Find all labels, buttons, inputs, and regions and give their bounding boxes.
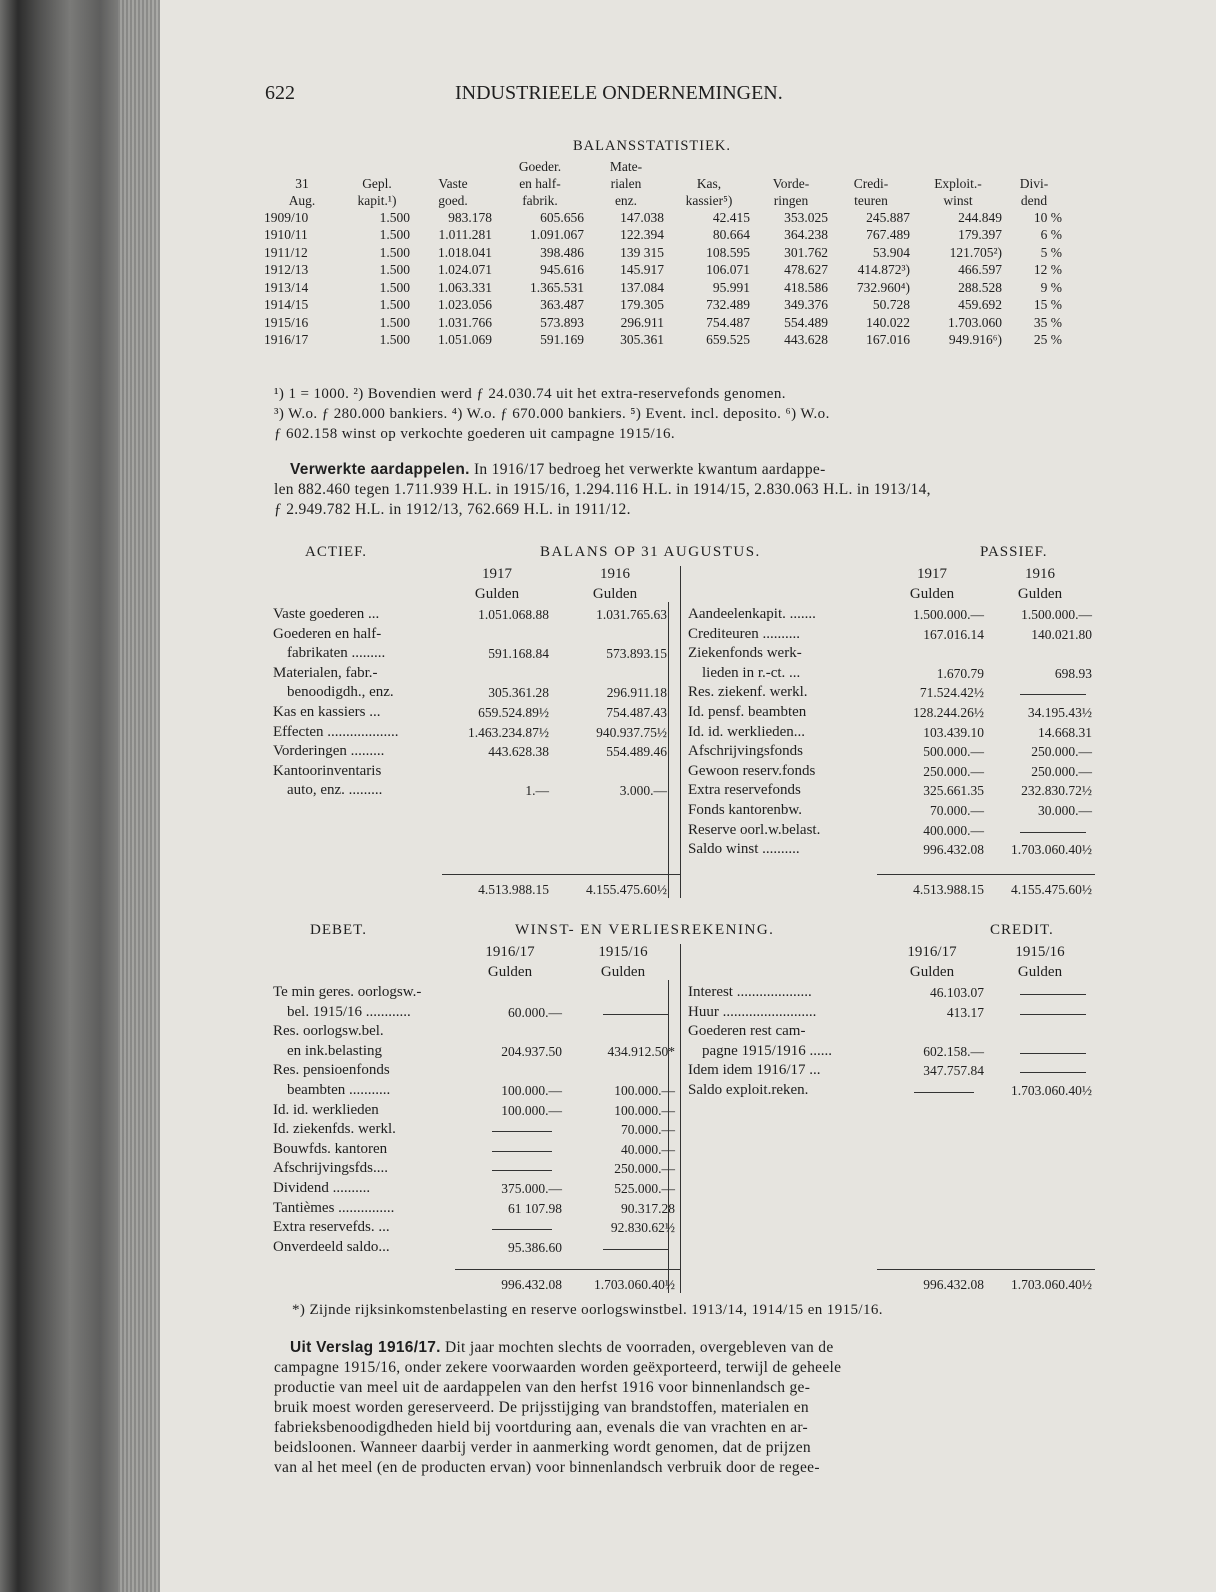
stats-footnote: ƒ 602.158 winst op verkochte goederen uit campagne 1915/16. — [274, 426, 676, 442]
entry-label: Kas en kassiers ... — [273, 704, 381, 720]
column-header-line: 31 — [295, 176, 309, 191]
table-cell: 591.169 — [540, 332, 584, 348]
amount: 40.000.— — [621, 1141, 675, 1157]
table-cell: 305.361 — [620, 332, 664, 348]
entry-label: Id. id. werklieden — [273, 1101, 379, 1118]
verslag-line: Dit jaar mochten slechts de voorraden, overgebleven van de — [444, 1339, 834, 1356]
amount: 375.000.— — [501, 1181, 562, 1196]
entry-label: Onverdeeld saldo... — [273, 1238, 390, 1255]
table-cell: 95.991 — [712, 279, 750, 295]
amount: 90.317.28 — [621, 1200, 675, 1216]
entry-label: Extra reservefds. ... — [273, 1219, 390, 1236]
amount: 71.524.42½ — [919, 685, 984, 701]
table-cell: 466.597 — [958, 262, 1002, 278]
table-cell: 949.916⁶) — [948, 332, 1002, 348]
column-header — [342, 158, 412, 209]
amount: 250.000.— — [1031, 763, 1092, 779]
entry-label: Goederen en half- — [273, 625, 382, 642]
book-spine — [0, 0, 160, 1592]
table-cell: 1.500 — [379, 227, 410, 243]
entry-label: Saldo winst .......... — [688, 841, 800, 858]
amount: 250.000.— — [614, 1161, 675, 1177]
entry-label: Res. oorlogsw.bel. — [273, 1023, 384, 1040]
verslag-heading: Uit Verslag 1916/17. — [290, 1339, 441, 1356]
total-amount: 1.703.060.40½ — [1011, 1277, 1092, 1292]
table-cell: 139 315 — [620, 244, 664, 260]
total-rule — [455, 1269, 680, 1270]
table-cell: 363.487 — [540, 297, 584, 313]
table-cell: 50.728 — [872, 297, 910, 313]
table-row — [262, 332, 1064, 350]
table-row — [262, 279, 1064, 297]
table-cell: 945.616 — [540, 262, 584, 278]
entry-label: Tantièmes ............... — [273, 1199, 395, 1216]
table-row — [262, 209, 1064, 227]
row-year: 1915/16 — [264, 314, 309, 330]
column-header: Gulden — [474, 586, 520, 602]
table-cell: 140.022 — [866, 314, 910, 330]
entry-label: Afschrijvingsfonds — [688, 743, 803, 760]
column-divider — [680, 566, 681, 898]
table-cell: 1.500 — [379, 262, 410, 278]
column-header-line: Credi- — [853, 176, 889, 191]
amount: 34.195.43½ — [1027, 705, 1092, 720]
table-cell: 1.091.067 — [530, 227, 584, 243]
amount: 500.000.— — [923, 744, 984, 760]
stats-footnote: ³) W.o. ƒ 280.000 bankiers. ⁴) W.o. ƒ 670.000 bankiers. ⁵) Event. incl. deposito. ⁶) W.o. — [274, 406, 830, 422]
entry-label: Crediteuren .......... — [688, 625, 801, 642]
column-header: Gulden — [1017, 586, 1063, 602]
entry-label: Gewoon reserv.fonds — [688, 762, 816, 779]
amount: 100.000.— — [501, 1083, 562, 1098]
amount: 996.432.08 — [923, 842, 984, 858]
right-title: CREDIT. — [990, 922, 1054, 938]
table-cell: 1.500 — [379, 244, 410, 260]
table-cell: 1.063.331 — [438, 279, 492, 295]
table-cell: 443.628 — [784, 332, 828, 348]
table-cell: 1.500 — [379, 332, 410, 348]
row-year: 1911/12 — [264, 244, 308, 260]
amount: 167.016.14 — [923, 626, 984, 642]
table-cell: 296.911 — [620, 314, 664, 330]
right-title: PASSIEF. — [980, 544, 1048, 560]
table-cell: 732.960⁴) — [856, 279, 910, 295]
amount: 1.051.068.88 — [478, 607, 549, 622]
column-divider — [668, 602, 669, 898]
amount: 1.703.060.40½ — [1011, 842, 1092, 858]
table-cell: 573.893 — [540, 314, 584, 330]
center-title: WINST- EN VERLIESREKENING. — [515, 922, 775, 938]
column-header: Gulden — [909, 964, 955, 980]
empty-dash — [492, 1170, 552, 1171]
entry-label: Res. pensioenfonds — [273, 1062, 390, 1079]
amount: 103.439.10 — [923, 724, 984, 740]
empty-dash — [603, 1249, 669, 1250]
winst-footnote: *) Zijnde rijksinkomstenbelasting en reserve oorlogswinstbel. 1913/14, 1914/15 en 1915/16. — [292, 1302, 883, 1318]
column-header-line: Aug. — [288, 193, 316, 208]
row-year: 1914/15 — [264, 297, 309, 313]
column-divider — [668, 980, 669, 1293]
column-header: 1916 — [600, 566, 630, 582]
page-number: 622 — [265, 82, 295, 104]
amount: 1.500.000.— — [913, 607, 984, 622]
column-header — [494, 158, 586, 209]
table-cell: 42.415 — [712, 209, 750, 225]
entry-label: beambten ........... — [287, 1082, 391, 1098]
amount: 1.703.060.40½ — [1011, 1083, 1092, 1098]
amount: 95.386.60 — [508, 1239, 562, 1255]
amount: 305.361.28 — [488, 685, 549, 701]
entry-label: en ink.belasting — [287, 1042, 382, 1059]
entry-label: Materialen, fabr.- — [273, 664, 378, 681]
empty-dash — [492, 1229, 552, 1230]
total-rule — [877, 874, 1095, 875]
verwerkte-paragraph — [290, 460, 826, 480]
entry-label: lieden in r.-ct. ... — [702, 664, 801, 681]
column-header-line: enz. — [614, 193, 638, 208]
column-header: Gulden — [1017, 964, 1063, 980]
total-amount: 4.155.475.60½ — [1011, 882, 1092, 897]
table-cell: 459.692 — [958, 297, 1002, 313]
verwerkte-heading: Verwerkte aardappelen. — [290, 461, 470, 478]
entry-label: Dividend .......... — [273, 1180, 371, 1196]
table-cell: 121.705²) — [949, 244, 1002, 260]
column-header-line: en half- — [519, 176, 561, 191]
column-header-line: Kas, — [696, 176, 722, 191]
entry-label: bel. 1915/16 ............ — [287, 1003, 411, 1020]
table-cell: 1.500 — [379, 279, 410, 295]
empty-dash — [603, 1014, 669, 1015]
amount: 602.158.— — [923, 1043, 984, 1059]
entry-label: Aandeelenkapit. ....... — [688, 606, 816, 622]
table-cell: 9 % — [1040, 279, 1062, 295]
amount: 70.000.— — [621, 1122, 675, 1138]
entry-label: Res. ziekenf. werkl. — [688, 684, 808, 701]
entry-label: Fonds kantorenbw. — [688, 802, 803, 818]
table-cell: 767.489 — [866, 227, 910, 243]
entry-label: Kantoorinventaris — [273, 762, 382, 779]
table-cell: 983.178 — [448, 209, 492, 225]
table-cell: 659.525 — [706, 332, 750, 348]
entry-label: Vaste goederen ... — [273, 606, 380, 622]
amount: 659.524.89½ — [478, 705, 549, 720]
table-cell: 122.394 — [620, 227, 664, 243]
amount: 573.893.15 — [606, 646, 667, 662]
column-header — [830, 158, 912, 209]
amount: 70.000.— — [930, 803, 984, 818]
amount: 1.500.000.— — [1021, 607, 1092, 622]
amount: 443.628.38 — [488, 744, 549, 760]
entry-label: Id. ziekenfds. werkl. — [273, 1121, 396, 1138]
table-cell: 414.872³) — [857, 262, 910, 278]
table-cell: 288.528 — [958, 279, 1002, 295]
column-header: 1916 — [1025, 566, 1055, 582]
column-header — [912, 158, 1004, 209]
table-row — [262, 297, 1064, 315]
amount: 100.000.— — [614, 1083, 675, 1098]
amount: 698.93 — [1054, 665, 1092, 681]
amount: 591.168.84 — [488, 646, 549, 662]
stats-title: BALANSSTATISTIEK. — [573, 138, 732, 154]
amount: 325.661.35 — [923, 783, 984, 799]
table-cell: 179.397 — [958, 227, 1002, 243]
table-cell: 5 % — [1040, 244, 1062, 260]
table-cell: 137.084 — [620, 279, 664, 295]
column-header: 1915/16 — [1015, 944, 1065, 960]
table-cell: 353.025 — [784, 209, 828, 225]
empty-dash — [1020, 1053, 1086, 1054]
row-year: 1913/14 — [264, 279, 309, 295]
table-cell: 1.051.069 — [438, 332, 492, 348]
empty-dash — [1020, 1014, 1086, 1015]
column-header-line: Divi- — [1019, 176, 1049, 191]
table-cell: 35 % — [1033, 314, 1062, 330]
table-cell: 1.703.060 — [948, 314, 1002, 330]
column-header-line: dend — [1020, 193, 1048, 208]
table-cell: 53.904 — [872, 244, 910, 260]
amount: 100.000.— — [614, 1102, 675, 1118]
empty-dash — [914, 1092, 974, 1093]
entry-label: Saldo exploit.reken. — [688, 1082, 809, 1098]
entry-label: Vorderingen ......... — [273, 743, 385, 760]
column-header — [262, 158, 342, 209]
empty-dash — [492, 1151, 552, 1152]
table-cell: 145.917 — [620, 262, 664, 278]
verslag-line: beidsloonen. Wanneer daarbij verder in aanmerking wordt genomen, dat de prijzen — [274, 1439, 811, 1456]
entry-label: Ziekenfonds werk- — [688, 645, 802, 662]
total-rule — [442, 874, 680, 875]
total-amount: 996.432.08 — [501, 1277, 562, 1292]
entry-label: Goederen rest cam- — [688, 1023, 806, 1040]
row-year: 1909/10 — [264, 209, 309, 225]
table-cell: 1.011.281 — [438, 227, 492, 243]
column-header: 1915/16 — [598, 944, 648, 960]
column-header: 1916/17 — [907, 944, 957, 960]
empty-dash — [1020, 1072, 1086, 1073]
column-header-line: winst — [943, 193, 973, 208]
amount: 754.487.43 — [606, 705, 667, 720]
amount: 1.463.234.87½ — [468, 724, 549, 740]
verwerkte-line: ƒ 2.949.782 H.L. in 1912/13, 762.669 H.L. in 1911/12. — [274, 501, 631, 518]
table-cell: 1.500 — [379, 297, 410, 313]
table-cell: 80.664 — [712, 227, 750, 243]
amount: 250.000.— — [923, 763, 984, 779]
table-cell: 1.024.071 — [438, 262, 492, 278]
total-rule — [877, 1269, 1095, 1270]
column-header-line: fabrik. — [522, 193, 558, 208]
verslag-line: bruik moest worden gereserveerd. De prijsstijging van brandstoffen, materialen en — [274, 1399, 809, 1416]
table-cell: 301.762 — [784, 244, 828, 260]
table-cell: 398.486 — [540, 244, 584, 260]
entry-label: Afschrijvingsfds.... — [273, 1160, 388, 1177]
column-header — [666, 158, 752, 209]
row-year: 1910/11 — [264, 227, 308, 243]
table-cell: 147.038 — [620, 209, 664, 225]
amount: 296.911.18 — [606, 685, 667, 701]
entry-label: Id. id. werklieden... — [688, 723, 806, 740]
table-cell: 1.500 — [379, 209, 410, 225]
amount: 60.000.— — [508, 1004, 562, 1020]
table-cell: 349.376 — [784, 297, 828, 313]
column-header-line: Vaste — [438, 176, 468, 191]
page-edges — [118, 0, 160, 1592]
table-row — [262, 262, 1064, 280]
total-amount: 4.513.988.15 — [913, 882, 984, 897]
amount: 100.000.— — [501, 1102, 562, 1118]
center-title: BALANS OP 31 AUGUSTUS. — [540, 544, 761, 560]
amount: 14.668.31 — [1038, 724, 1092, 740]
table-cell: 244.849 — [958, 209, 1002, 225]
entry-label: Te min geres. oorlogsw.- — [273, 984, 422, 1000]
amount: 250.000.— — [1031, 744, 1092, 760]
amount: 46.103.07 — [930, 985, 984, 1000]
balance-statistics-table — [262, 158, 1064, 349]
table-cell: 418.586 — [784, 279, 828, 295]
column-header: 1917 — [917, 566, 947, 582]
amount: 128.244.26½ — [913, 705, 984, 720]
column-divider — [680, 944, 681, 1293]
amount: 204.937.50 — [501, 1043, 562, 1059]
total-amount: 1.703.060.40½ — [594, 1277, 675, 1292]
amount: 92.830.62½ — [610, 1220, 675, 1236]
table-cell: 605.656 — [540, 209, 584, 225]
column-header: 1916/17 — [485, 944, 535, 960]
verslag-line: fabrieksbenoodigdheden hield bij voortduring aan, evenals die van vrachten en ar- — [274, 1419, 809, 1436]
column-header — [752, 158, 830, 209]
table-cell: 732.489 — [706, 297, 750, 313]
verslag-line: van al het meel (en de producten ervan) voor binnenlandsch verbruik door de regee- — [274, 1459, 820, 1476]
row-year: 1912/13 — [264, 262, 309, 278]
amount: 1.— — [525, 783, 549, 799]
table-cell: 1.018.041 — [438, 244, 492, 260]
entry-label: Interest .................... — [688, 984, 812, 1000]
amount: 232.830.72½ — [1021, 783, 1092, 799]
amount: 3.000.— — [619, 783, 667, 799]
table-cell: 245.887 — [866, 209, 910, 225]
table-row — [262, 244, 1064, 262]
entry-label: fabrikaten ......... — [287, 645, 386, 662]
column-header: 1917 — [482, 566, 512, 582]
column-header-line: kassier⁵) — [685, 193, 733, 208]
column-header — [412, 158, 494, 209]
column-header: Gulden — [600, 964, 646, 980]
total-amount: 4.155.475.60½ — [586, 882, 667, 897]
amount: 140.021.80 — [1031, 626, 1092, 642]
table-cell: 12 % — [1033, 262, 1062, 278]
entry-label: pagne 1915/1916 ...... — [702, 1042, 832, 1059]
amount: 30.000.— — [1038, 803, 1092, 818]
column-header-line: Goeder. — [518, 159, 562, 174]
column-header-line: Mate- — [609, 159, 643, 174]
column-header — [586, 158, 666, 209]
table-cell: 167.016 — [866, 332, 910, 348]
entry-label: Huur ......................... — [688, 1003, 817, 1020]
entry-label: Idem idem 1916/17 ... — [688, 1062, 821, 1079]
table-cell: 6 % — [1040, 227, 1062, 243]
amount: 940.937.75½ — [596, 724, 667, 740]
table-row — [262, 227, 1064, 245]
stats-footnote: ¹) 1 = 1000. ²) Bovendien werd ƒ 24.030.74 uit het extra-reservefonds genomen. — [274, 386, 786, 402]
empty-dash — [1020, 694, 1086, 695]
table-cell: 108.595 — [706, 244, 750, 260]
entry-label: auto, enz. ......... — [287, 782, 383, 799]
column-header-line: Vorde- — [772, 176, 810, 191]
total-amount: 996.432.08 — [923, 1277, 984, 1292]
column-header-line: Gepl. — [362, 176, 392, 191]
left-title: ACTIEF. — [305, 544, 368, 560]
amount: 61 107.98 — [508, 1200, 562, 1216]
table-cell: 1.023.056 — [438, 297, 492, 313]
entry-label: Extra reservefonds — [688, 782, 801, 799]
table-cell: 179.305 — [620, 297, 664, 313]
empty-dash — [492, 1131, 552, 1132]
entry-label: Reserve oorl.w.belast. — [688, 821, 821, 838]
table-cell: 106.071 — [706, 262, 750, 278]
table-cell: 1.365.531 — [530, 279, 584, 295]
table-cell: 25 % — [1033, 332, 1062, 348]
column-header-line: Exploit.- — [934, 176, 982, 191]
entry-label: Id. pensf. beambten — [688, 704, 807, 720]
amount: 525.000.— — [614, 1181, 675, 1196]
verslag-line: productie van meel uit de aardappelen van den herfst 1916 voor binnenlandsch ge- — [274, 1379, 811, 1396]
column-header-line: ringen — [773, 193, 809, 208]
amount: 347.757.84 — [923, 1063, 984, 1079]
entry-label: Effecten ................... — [273, 723, 399, 740]
empty-dash — [1020, 832, 1086, 833]
table-cell: 364.238 — [784, 227, 828, 243]
column-header-line: rialen — [610, 176, 642, 191]
verslag-paragraph — [290, 1338, 834, 1358]
empty-dash — [1020, 994, 1086, 995]
total-amount: 4.513.988.15 — [478, 882, 549, 897]
column-header-line: teuren — [854, 193, 888, 208]
column-header: Gulden — [487, 964, 533, 980]
table-cell: 15 % — [1033, 297, 1062, 313]
table-cell: 1.500 — [379, 314, 410, 330]
amount: 1.031.765.63 — [596, 607, 667, 622]
row-year: 1916/17 — [264, 332, 309, 348]
table-cell: 478.627 — [784, 262, 828, 278]
column-header-line: goed. — [438, 193, 468, 208]
column-header-line: kapit.¹) — [357, 193, 397, 208]
entry-label: benoodigdh., enz. — [287, 684, 394, 701]
table-cell: 754.487 — [706, 314, 750, 330]
verslag-line: campagne 1915/16, onder zekere voorwaarden worden geëxporteerd, terwijl de geheele — [274, 1359, 842, 1376]
running-title: INDUSTRIEELE ONDERNEMINGEN. — [455, 82, 783, 104]
amount: 434.912.50* — [607, 1043, 675, 1059]
amount: 413.17 — [946, 1004, 984, 1020]
amount: 554.489.46 — [606, 744, 667, 760]
table-row — [262, 314, 1064, 332]
column-header: Gulden — [592, 586, 638, 602]
verwerkte-line: len 882.460 tegen 1.711.939 H.L. in 1915/16, 1.294.116 H.L. in 1914/15, 2.830.063 H.L. in 1913/14, — [274, 481, 931, 498]
amount: 1.670.79 — [936, 665, 984, 681]
entry-label: Bouwfds. kantoren — [273, 1140, 388, 1157]
left-title: DEBET. — [310, 922, 367, 938]
column-header: Gulden — [909, 586, 955, 602]
amount: 400.000.— — [923, 822, 984, 838]
table-cell: 10 % — [1033, 209, 1062, 225]
verwerkte-line: In 1916/17 bedroeg het verwerkte kwantum aardappe- — [473, 461, 826, 478]
table-cell: 1.031.766 — [438, 314, 492, 330]
column-header — [1004, 158, 1064, 209]
table-cell: 554.489 — [784, 314, 828, 330]
